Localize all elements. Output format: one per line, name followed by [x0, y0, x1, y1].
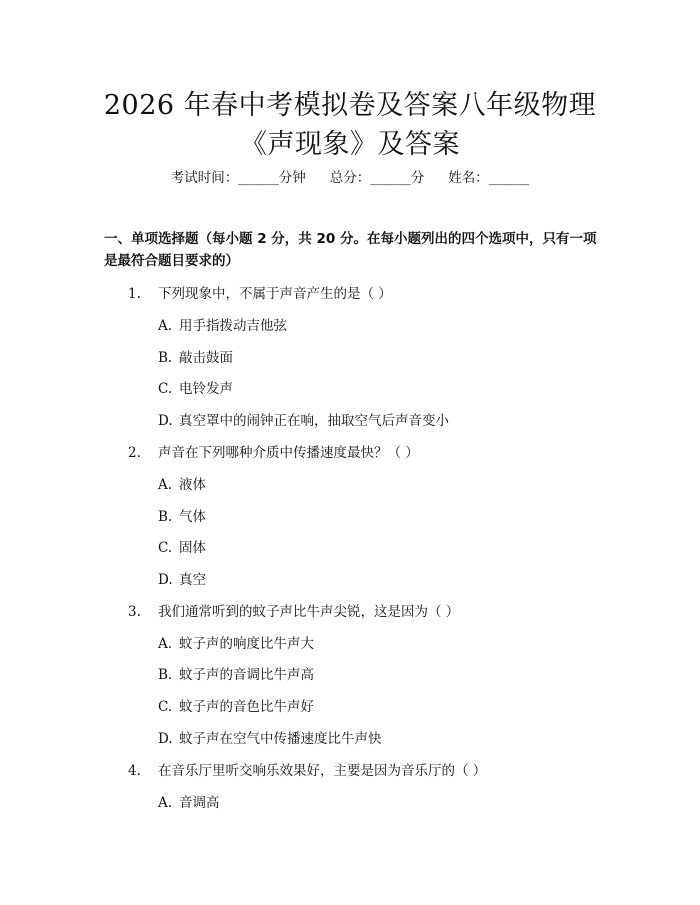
question-2-option-d	[158, 570, 206, 590]
question-2-option-b	[158, 507, 206, 527]
option-text: 电铃发声	[179, 381, 233, 397]
question-3-option-b	[158, 665, 314, 685]
option-letter: C.	[158, 540, 173, 556]
option-letter: A.	[158, 795, 173, 811]
question-3-option-c	[158, 697, 314, 717]
question-2-option-c	[158, 538, 206, 558]
option-text: 蚊子声的音色比牛声好	[179, 699, 314, 715]
question-3-option-a	[158, 634, 314, 654]
option-letter: B.	[158, 350, 173, 366]
total-score-field: 总分：______分	[329, 170, 425, 186]
option-text: 真空罩中的闹钟正在响，抽取空气后声音变小	[179, 413, 449, 429]
question-text: 在音乐厅里听交响乐效果好，主要是因为音乐厅的（ ）	[158, 763, 487, 779]
exam-time-field: 考试时间：______分钟	[170, 170, 306, 186]
option-letter: C.	[158, 699, 173, 715]
option-text: 液体	[179, 477, 206, 493]
option-text: 音调高	[179, 795, 220, 811]
question-4-option-a	[158, 793, 220, 813]
question-number: 3.	[128, 604, 141, 620]
question-text: 声音在下列哪种介质中传播速度最快？（ ）	[158, 445, 419, 461]
question-2	[128, 443, 419, 463]
option-letter: B.	[158, 509, 173, 525]
option-letter: D.	[158, 731, 173, 747]
question-1-option-a	[158, 316, 287, 336]
question-3	[128, 602, 459, 622]
question-1	[128, 284, 392, 304]
exam-info-line	[0, 168, 700, 188]
question-number: 4.	[128, 763, 141, 779]
option-text: 蚊子声的音调比牛声高	[179, 667, 314, 683]
option-text: 蚊子声在空气中传播速度比牛声快	[179, 731, 382, 747]
question-4	[128, 761, 486, 781]
option-letter: D.	[158, 572, 173, 588]
question-1-option-b	[158, 348, 233, 368]
question-text: 我们通常听到的蚊子声比牛声尖锐，这是因为（ ）	[158, 604, 460, 620]
option-letter: B.	[158, 667, 173, 683]
option-letter: A.	[158, 318, 173, 334]
option-text: 蚊子声的响度比牛声大	[179, 636, 314, 652]
option-text: 敲击鼓面	[179, 350, 233, 366]
option-text: 真空	[179, 572, 206, 588]
student-name-field: 姓名：______	[448, 170, 530, 186]
option-text: 用手指拨动吉他弦	[179, 318, 287, 334]
question-number: 1.	[128, 286, 141, 302]
option-letter: D.	[158, 413, 173, 429]
section-heading: 一、单项选择题（每小题 2 分，共 20 分。在每小题列出的四个选项中，只有一项是最符合题目要求的）	[104, 231, 597, 269]
option-letter: A.	[158, 636, 173, 652]
option-text: 固体	[179, 540, 206, 556]
question-number: 2.	[128, 445, 141, 461]
question-3-option-d	[158, 729, 382, 749]
question-1-option-d	[158, 411, 449, 431]
option-text: 气体	[179, 509, 206, 525]
question-2-option-a	[158, 475, 206, 495]
question-text: 下列现象中，不属于声音产生的是（ ）	[158, 286, 392, 302]
option-letter: A.	[158, 477, 173, 493]
document-title: 2026 年春中考模拟卷及答案八年级物理《声现象》及答案	[103, 90, 597, 160]
option-letter: C.	[158, 381, 173, 397]
question-1-option-c	[158, 379, 233, 399]
